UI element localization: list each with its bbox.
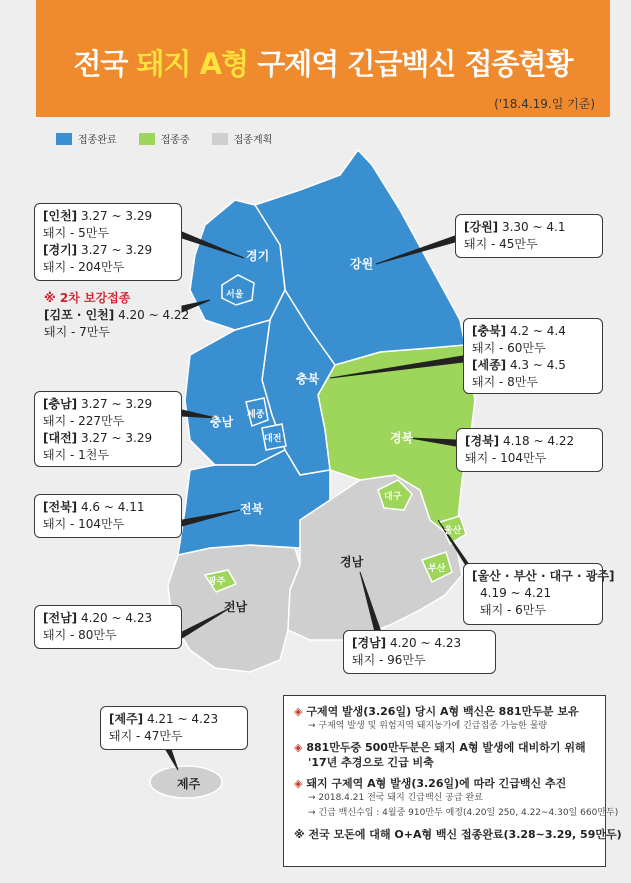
note-2 [294,740,595,755]
title-post: 구제역 긴급백신 접종현황 [248,47,573,81]
box-count: 돼지 - 96만두 [352,653,426,667]
note-3-sub-2: → 긴급 백신수입 : 4월중 910만두 예정(4.20일 250, 4.22~4.30일 660만두) [308,808,619,818]
label-jeonnam: 전남 [224,600,248,614]
box-line [44,307,189,324]
box-count: 돼지 - 8만두 [472,375,538,389]
box-count: 돼지 - 1천두 [43,448,109,462]
info-box-gyeongnam [343,630,496,674]
diamond-bullet-icon: ◈ [294,777,303,790]
label-chungnam: 충남 [210,415,234,429]
label-gyeongbuk: 경북 [390,431,414,445]
box-region: [인천] [43,209,78,223]
label-busan: 부산 [428,564,446,574]
title-pre: 전국 [73,47,137,81]
note-3 [294,776,595,791]
label-chungbuk: 충북 [296,372,320,386]
box-dates: 4.2 ~ 4.4 [506,324,566,338]
info-box-chungnam [34,391,182,467]
gimpo-note: ※ 2차 보강접종 [44,291,131,305]
legend-label: 접종계획 [233,135,273,146]
box-line [465,433,594,450]
note-1 [294,704,595,719]
box-count: 돼지 - 5만두 [43,226,109,240]
box-region: [제주] [109,712,144,726]
box-line [472,357,594,374]
box-region: [경북] [465,434,500,448]
box-line [109,711,239,728]
box-count: 돼지 - 80만두 [43,628,117,642]
label-seoul: 서울 [226,290,244,300]
note-1-sub: → 구제역 발생 및 위험지역 돼지농가에 긴급접종 가능한 물량 [308,721,548,731]
legend-label: 접종중 [160,135,190,146]
label-jeonbuk: 전북 [240,502,264,516]
info-box-ulsan-busan-daegu-gwangju [463,563,615,625]
box-region: [충남] [43,397,78,411]
info-box-gyeongbuk [456,428,603,472]
legend-label: 접종완료 [78,135,117,146]
box-count: 돼지 - 6만두 [480,603,546,617]
info-box-chungbuk [463,318,603,394]
box-region: [울산 · 부산 · 대구 · 광주] [472,569,615,583]
box-region: [경기] [43,243,78,257]
box-dates: 4.20 ~ 4.23 [77,611,153,625]
diamond-bullet-icon: ◈ [294,705,303,718]
label-gyeongnam: 경남 [340,555,364,569]
box-line [43,242,173,259]
box-dates: 4.20 ~ 4.22 [114,308,190,322]
info-box-jeonnam [34,605,182,649]
box-dates: 4.20 ~ 4.23 [386,636,462,650]
box-dates: 4.6 ~ 4.11 [77,500,145,514]
box-count: 돼지 - 7만두 [44,325,110,339]
box-count: 돼지 - 60만두 [472,341,546,355]
label-gwangju: 광주 [208,577,226,587]
box-region: [전북] [43,500,78,514]
box-dates: 4.19 ~ 4.21 [480,586,552,600]
label-daegu: 대구 [384,492,402,502]
box-region: [세종] [472,358,507,372]
box-line [43,396,173,413]
box-count: 돼지 - 227만두 [43,414,125,428]
note-4: ※ 전국 모돈에 대해 O+A형 백신 접종완료(3.28~3.29, 59만두) [294,828,622,841]
box-region: [전남] [43,611,78,625]
box-dates: 3.27 ~ 3.29 [77,209,153,223]
box-count: 돼지 - 204만두 [43,260,125,274]
label-daejeon: 대전 [264,434,282,444]
box-region: [강원] [464,220,499,234]
box-line [464,219,594,236]
label-ulsan: 울산 [444,526,462,536]
date-note: ('18.4.19.일 기준) [494,97,595,111]
box-region: [경남] [352,636,387,650]
notes-box [283,695,622,867]
box-region: [충북] [472,324,507,338]
label-gyeonggi: 경기 [246,249,270,263]
note-3-sub-1: → 2018.4.21 전국 돼지 긴급백신 공급 완료 [308,793,483,803]
box-dates: 4.21 ~ 4.23 [143,712,219,726]
label-jeju: 제주 [177,777,201,791]
box-count: 돼지 - 104만두 [465,451,547,465]
box-region: [대전] [43,431,78,445]
info-box-jeju [100,706,248,750]
box-dates: 3.30 ~ 4.1 [498,220,566,234]
label-gangwon: 강원 [350,257,374,271]
box-region: [김포 · 인천] [44,308,115,322]
note-text: 돼지 구제역 A형 발생(3.26일)에 따라 긴급백신 추진 [306,777,567,790]
box-dates: 4.3 ~ 4.5 [506,358,566,372]
box-line [43,430,173,447]
info-gimpo [44,290,189,341]
label-sejong: 세종 [247,410,265,420]
note-2-cont: '17년 추경으로 긴급 비축 [308,756,434,769]
box-dates: 3.27 ~ 3.29 [77,397,153,411]
box-line [43,499,173,516]
note-text: 구제역 발생(3.26일) 당시 A형 백신은 881만두분 보유 [306,705,579,718]
info-box-incheon-gyeonggi [34,203,182,281]
title-highlight: 돼지 A형 [136,47,249,81]
box-line [43,610,173,627]
box-count: 돼지 - 104만두 [43,517,125,531]
info-box-jeonbuk [34,494,182,538]
box-line [472,323,594,340]
info-box-gangwon [455,214,603,258]
box-line [43,208,173,225]
box-dates: 3.27 ~ 3.29 [77,243,153,257]
box-line [352,635,487,652]
diamond-bullet-icon: ◈ [294,741,303,754]
box-dates: 4.18 ~ 4.22 [499,434,575,448]
box-dates: 3.27 ~ 3.29 [77,431,153,445]
box-count: 돼지 - 47만두 [109,729,183,743]
box-count: 돼지 - 45만두 [464,237,538,251]
note-text: 881만두중 500만두분은 돼지 A형 발생에 대비하기 위해 [306,741,586,754]
